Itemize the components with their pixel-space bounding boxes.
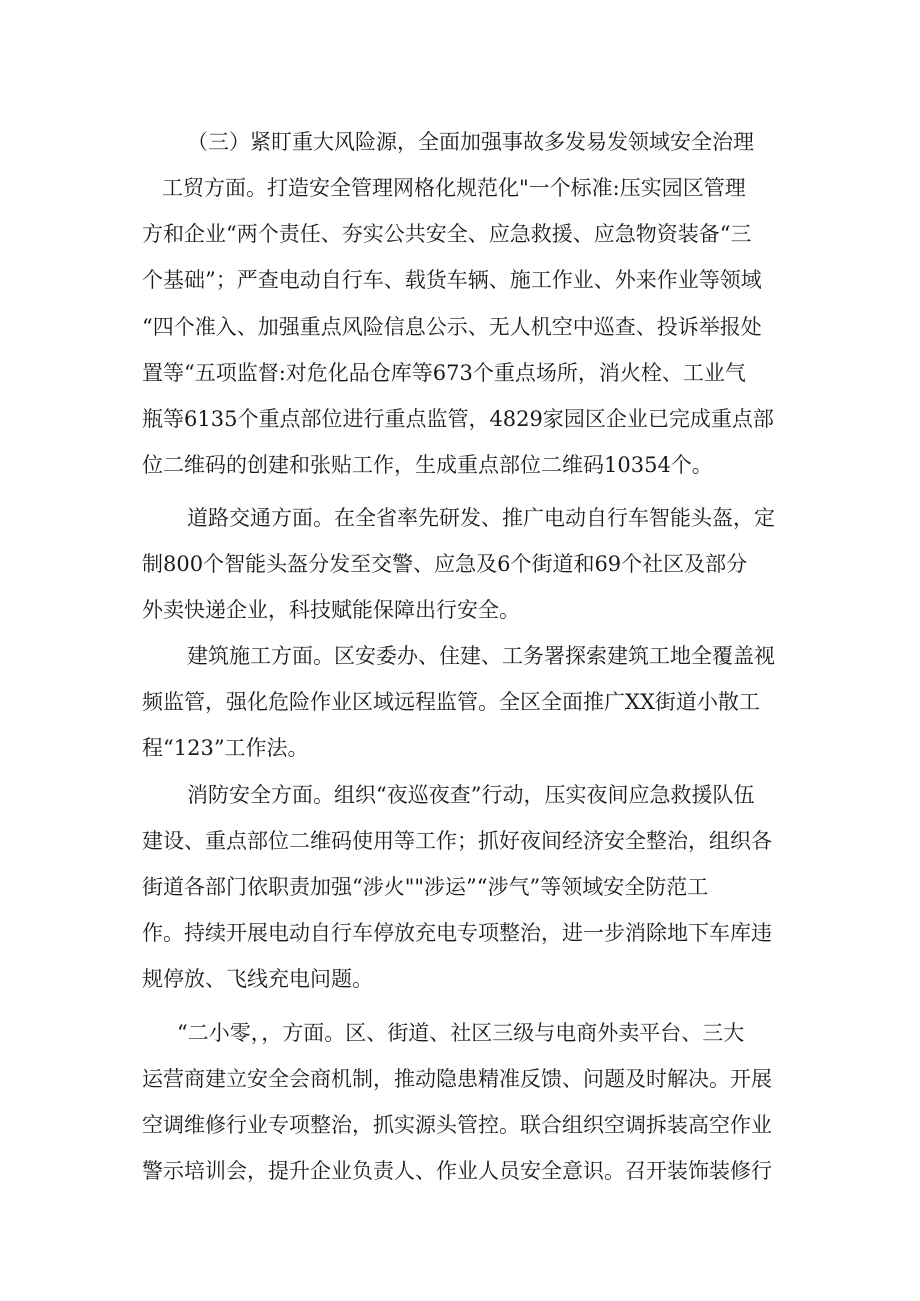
line-text: 个基础”；严查电动自行车、载货车辆、施工作业、外来作业等领域 bbox=[142, 268, 762, 292]
text-line-7 bbox=[0, 399, 920, 439]
text-line-23 bbox=[0, 1151, 920, 1191]
line-text: 置等“五项监督:对危化品仓库等673个重点场所，消火栓、工业气 bbox=[142, 361, 746, 385]
text-line-15 bbox=[0, 775, 920, 815]
line-text: 位二维码的创建和张贴工作，生成重点部位二维码10354个。 bbox=[142, 453, 713, 477]
text-line-16 bbox=[0, 821, 920, 861]
text-line-4 bbox=[0, 260, 920, 300]
text-line-20 bbox=[0, 1013, 920, 1053]
line-text: 作。持续开展电动自行车停放充电专项整治，进一步消除地下车库违 bbox=[142, 921, 772, 945]
line-text: 消防安全方面。组织“夜巡夜查”行动，压实夜间应急救援队伍 bbox=[187, 783, 755, 807]
text-line-17 bbox=[0, 867, 920, 907]
line-text: 警示培训会，提升企业负责人、作业人员安全意识。召开装饰装修行 bbox=[142, 1159, 772, 1183]
text-line-14 bbox=[0, 728, 920, 768]
text-line-3 bbox=[0, 214, 920, 254]
line-text: 运营商建立安全会商机制，推动隐患精准反馈、问题及时解决。开展 bbox=[142, 1067, 772, 1091]
line-text: “二小零，，方面。区、街道、社区三级与电商外卖平台、三大 bbox=[177, 1021, 745, 1045]
line-text: 频监管，强化危险作业区域远程监管。全区全面推广XX街道小散工 bbox=[142, 690, 760, 714]
text-line-2 bbox=[0, 168, 920, 208]
text-line-19 bbox=[0, 959, 920, 999]
text-line-12 bbox=[0, 636, 920, 676]
line-text: 方和企业“两个责任、夯实公共安全、应急救援、应急物资装备“三 bbox=[142, 222, 752, 246]
text-line-1 bbox=[0, 122, 920, 162]
text-line-5 bbox=[0, 307, 920, 347]
text-line-8 bbox=[0, 445, 920, 485]
line-text: 街道各部门依职责加强“涉火""涉运”“涉气”等领域安全防范工 bbox=[142, 875, 709, 899]
line-text: 外卖快递企业，科技赋能保障出行安全。 bbox=[142, 598, 520, 622]
line-text: 建设、重点部位二维码使用等工作；抓好夜间经济安全整治，组织各 bbox=[142, 829, 772, 853]
text-line-13 bbox=[0, 682, 920, 722]
text-line-21 bbox=[0, 1059, 920, 1099]
line-text: 程“123”工作法。 bbox=[142, 736, 309, 760]
line-text: 规停放、飞线充电问题。 bbox=[142, 967, 373, 991]
line-text: （三）紧盯重大风险源，全面加强事故多发易发领域安全治理 bbox=[187, 130, 754, 154]
line-text: 道路交通方面。在全省率先研发、推广电动自行车智能头盔，定 bbox=[187, 506, 775, 530]
text-line-10 bbox=[0, 544, 920, 584]
line-text: 瓶等6135个重点部位进行重点监管，4829家园区企业已完成重点部 bbox=[142, 407, 774, 431]
text-line-18 bbox=[0, 913, 920, 953]
text-line-6 bbox=[0, 353, 920, 393]
text-line-22 bbox=[0, 1105, 920, 1145]
line-text: 工贸方面。打造安全管理网格化规范化"一个标准:压实园区管理 bbox=[162, 176, 746, 200]
line-text: “四个准入、加强重点风险信息公示、无人机空中巡查、投诉举报处 bbox=[142, 315, 762, 339]
text-line-11 bbox=[0, 590, 920, 630]
text-line-9 bbox=[0, 498, 920, 538]
line-text: 建筑施工方面。区安委办、住建、工务署探索建筑工地全覆盖视 bbox=[187, 644, 775, 668]
line-text: 空调维修行业专项整治，抓实源头管控。联合组织空调拆装高空作业 bbox=[142, 1113, 772, 1137]
line-text: 制800个智能头盔分发至交警、应急及6个街道和69个社区及部分 bbox=[142, 552, 748, 576]
